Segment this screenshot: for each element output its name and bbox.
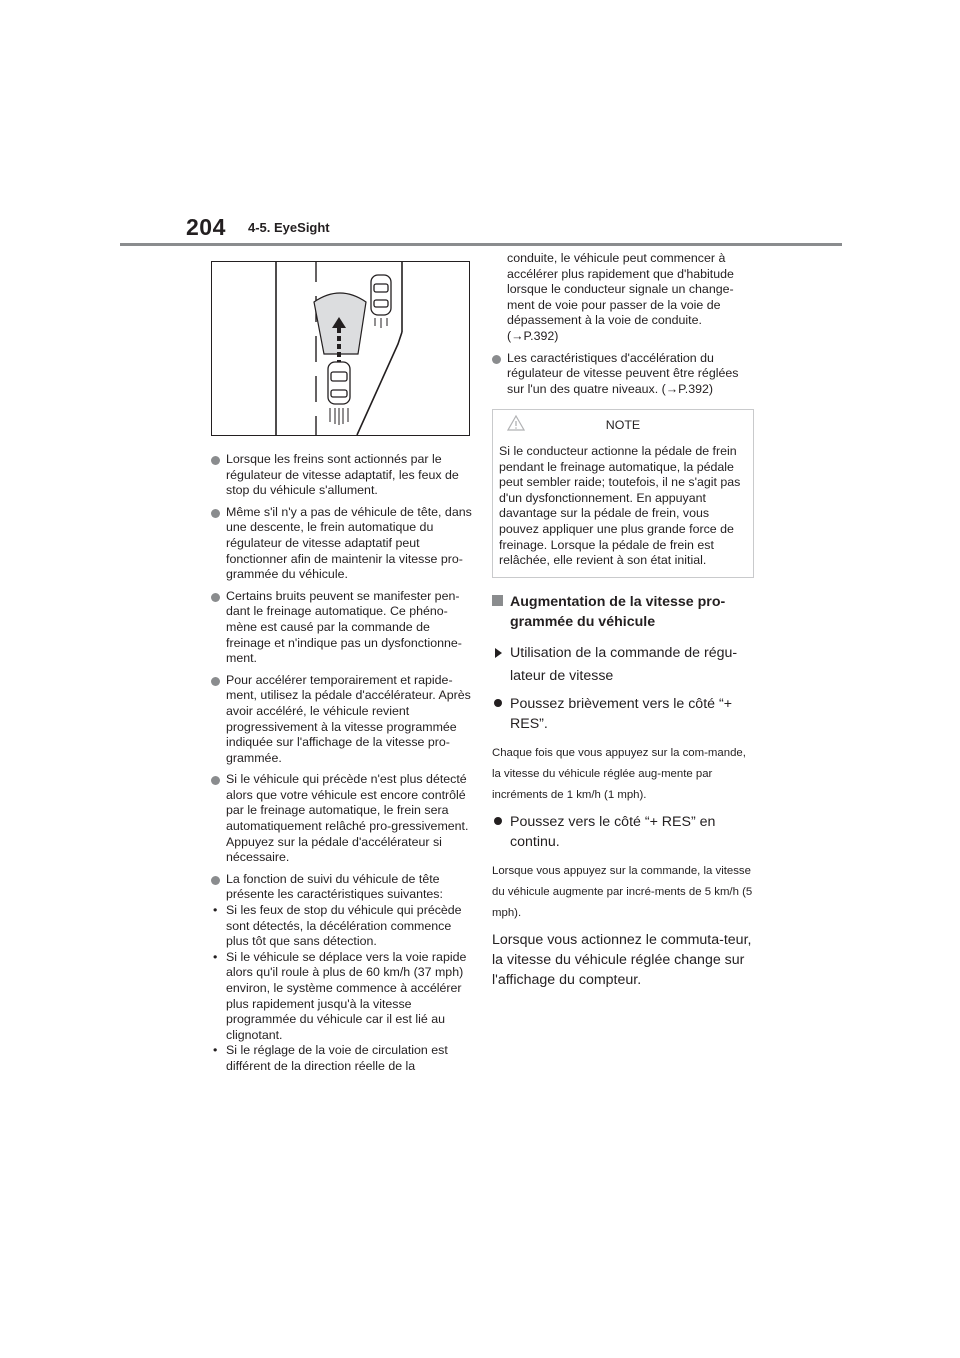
section-title: 4-5. EyeSight bbox=[248, 220, 330, 235]
left-column bbox=[211, 452, 473, 1075]
sub-list-item: • Si le véhicule se déplace vers la voie rapide alors qu'il roule à plus de 60 km/h (37 mph) environ, le système commence à accélérer plus rapidement jusqu'à la vitesse programmée du véhicule car il est lié au clignotant. bbox=[213, 949, 467, 1042]
note-box bbox=[492, 409, 754, 577]
list-item: Lorsque les freins sont actionnés par le régulateur de vitesse adaptatif, les feux de stop du véhicule s'allument. bbox=[211, 452, 473, 499]
step-description: Lorsque vous appuyez sur la commande, la vitesse du véhicule augmente par incré-ments de 5 km/h (5 mph). bbox=[492, 864, 753, 919]
road-illustration bbox=[211, 261, 470, 436]
continuation-text: conduite, le véhicule peut commencer à accélérer plus rapidement que d'habitude lorsque le conducteur signale un change-ment de voie pour passer de la voie de dépassement à la voie de conduite. (→P.392) bbox=[507, 251, 734, 343]
step-heading: Poussez brièvement vers le côté “+ RES”. bbox=[492, 694, 754, 734]
bullet-icon bbox=[211, 593, 220, 602]
bullet-icon bbox=[211, 776, 220, 785]
sub-list-item: • Si les feux de stop du véhicule qui précède sont détectés, la décélération commence plus tôt que sans détection. bbox=[213, 903, 462, 949]
dot-bullet-icon bbox=[494, 699, 502, 707]
bullet-icon bbox=[211, 876, 220, 885]
sub-heading: Utilisation de la commande de régu-lateur de vitesse bbox=[492, 642, 754, 688]
note-body: Si le conducteur actionne la pédale de frein pendant le freinage automatique, la pédale peut sembler raide; toutefois, il ne s'agit pas d'un dysfonctionnement. En appuyant davantage sur la pédale de frein, vous pouvez appliquer une plus grande force de freinage. Lorsque la pédale de frein est relâchée, elle revient à son état initial. bbox=[499, 443, 741, 568]
sub-list-item: • Si le réglage de la voie de circulation est différent de la direction réelle de la bbox=[213, 1043, 448, 1073]
list-item: Les caractéristiques d'accélération du régulateur de vitesse peuvent être réglées sur l'un des quatre niveaux. (→P.392) bbox=[492, 351, 754, 398]
note-title: NOTE bbox=[605, 418, 641, 433]
warning-icon bbox=[507, 415, 525, 431]
triangle-bullet-icon bbox=[495, 648, 502, 658]
step-heading: Poussez vers le côté “+ RES” en continu. bbox=[492, 812, 754, 852]
note-header bbox=[499, 418, 747, 434]
list-item: Si le véhicule qui précède n'est plus détecté alors que votre véhicule est encore contrôlé par le freinage automatique, le frein sera automatiquement relâché pro-gressivement. Appuyez sur la pédale d'accélérateur si nécessaire. bbox=[211, 772, 473, 866]
list-item: Même s'il n'y a pas de véhicule de tête, dans une descente, le frein automatique du régulateur de vitesse adaptatif peut fonctionner afin de maintenir la vitesse pro-grammée du véhicule. bbox=[211, 505, 473, 583]
bullet-icon bbox=[211, 677, 220, 686]
list-item: Pour accélérer temporairement et rapide-ment, utilisez la pédale d'accélérateur. Après avoir accéléré, le véhicule revient progressivement à la vitesse programmée indiquée sur l'affichage de la vitesse pro-grammée. bbox=[211, 673, 473, 767]
list-item: Certains bruits peuvent se manifester pen-dant le freinage automatique. Ce phéno-mène est causé par la commande de freinage et n'indique pas un dysfonctionne-ment. bbox=[211, 589, 473, 667]
dot-bullet-icon bbox=[494, 817, 502, 825]
bullet-icon bbox=[492, 355, 501, 364]
square-bullet-icon bbox=[492, 595, 503, 606]
list-item: La fonction de suivi du véhicule de tête présente les caractéristiques suivantes: bbox=[211, 872, 473, 903]
right-column bbox=[492, 251, 754, 990]
bullet-icon bbox=[211, 509, 220, 518]
bullet-icon bbox=[211, 456, 220, 465]
step-description: Chaque fois que vous appuyez sur la com-mande, la vitesse du véhicule réglée aug-mente par incréments de 1 km/h (1 mph). bbox=[492, 746, 746, 801]
header-rule bbox=[120, 243, 842, 246]
page-number: 204 bbox=[186, 214, 226, 240]
closing-text: Lorsque vous actionnez le commuta-teur, la vitesse du véhicule réglée change sur l'affichage du compteur. bbox=[492, 931, 752, 988]
road-diagram bbox=[212, 262, 469, 435]
section-heading: Augmentation de la vitesse pro-grammée du véhicule bbox=[492, 592, 754, 632]
